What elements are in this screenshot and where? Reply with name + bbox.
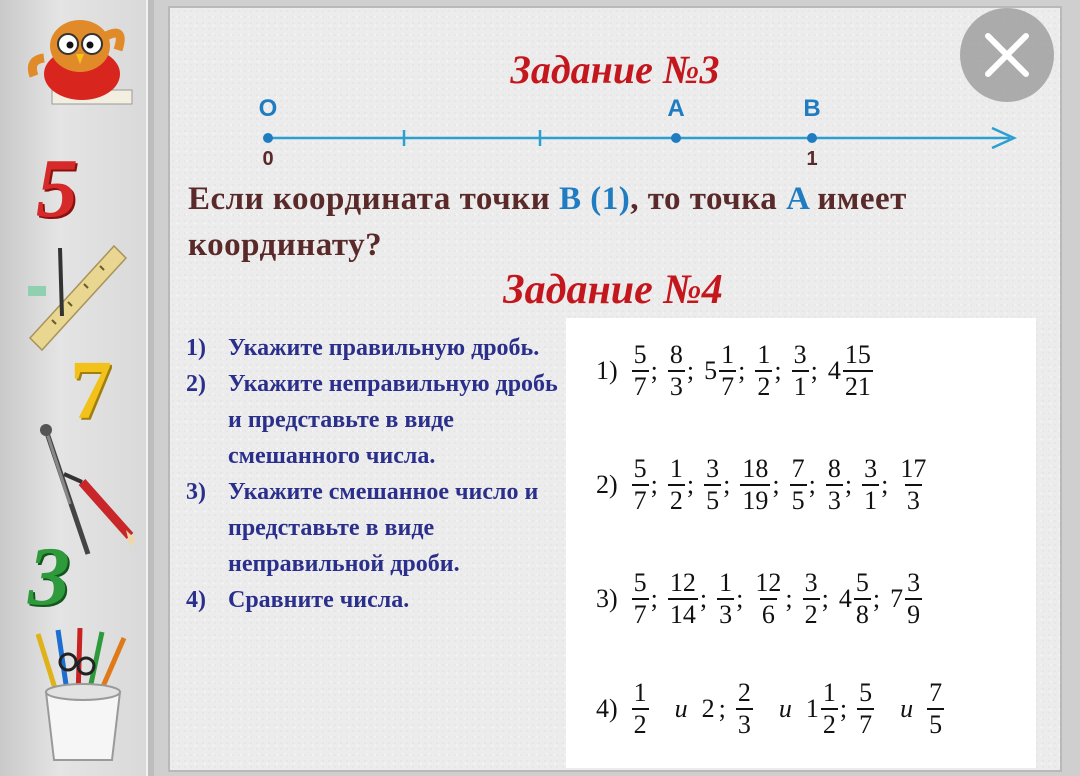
point-a xyxy=(671,133,681,143)
numerator: 1 xyxy=(757,340,771,369)
separator: ; xyxy=(785,584,793,613)
denominator: 3 xyxy=(669,372,683,401)
denominator: 3 xyxy=(906,486,920,515)
task4-list xyxy=(186,330,566,618)
separator: ; xyxy=(723,470,731,499)
number xyxy=(755,340,791,402)
fraction xyxy=(905,568,922,630)
task-text: Укажите неправильную дробь и представьте в виде смешанного числа. xyxy=(228,371,558,469)
label-a: A xyxy=(667,95,685,122)
number xyxy=(826,454,862,516)
number xyxy=(632,568,668,630)
fraction xyxy=(857,678,874,740)
denominator: 7 xyxy=(859,710,873,739)
whole-part: 4 xyxy=(838,584,852,613)
fraction xyxy=(668,454,685,516)
separator: ; xyxy=(774,356,782,385)
task-text: Укажите смешанное число и представьте в виде неправильной дроби. xyxy=(228,479,539,577)
fraction xyxy=(704,454,721,516)
number xyxy=(632,340,668,402)
label-o: O xyxy=(258,95,278,122)
separator: ; xyxy=(738,356,746,385)
denominator: 5 xyxy=(791,486,805,515)
separator: ; xyxy=(650,584,658,613)
numerator: 7 xyxy=(929,678,943,707)
number xyxy=(803,568,839,630)
denominator: 7 xyxy=(633,486,647,515)
separator: ; xyxy=(686,470,695,499)
denominator: 6 xyxy=(761,600,775,629)
number xyxy=(898,454,940,516)
number xyxy=(704,454,740,516)
conjunction: и xyxy=(674,694,688,723)
denominator: 2 xyxy=(669,486,683,515)
digit-7-icon: 7 xyxy=(70,344,112,437)
number xyxy=(839,568,890,630)
fraction xyxy=(843,340,873,402)
denominator: 7 xyxy=(721,372,735,401)
separator: ; xyxy=(844,470,853,499)
task-item xyxy=(186,366,566,474)
point-b xyxy=(807,133,817,143)
fraction xyxy=(755,340,772,402)
number xyxy=(632,454,668,516)
question-text: имеет координату? xyxy=(188,181,907,263)
denominator: 7 xyxy=(633,600,647,629)
number xyxy=(702,694,736,724)
numerator: 1 xyxy=(822,678,836,707)
denominator: 2 xyxy=(757,372,771,401)
point-b-label: B (1) xyxy=(558,181,631,217)
denominator: 9 xyxy=(907,600,921,629)
denominator: 1 xyxy=(864,486,878,515)
numerator: 5 xyxy=(855,568,869,597)
task-item xyxy=(186,582,566,618)
separator: ; xyxy=(808,470,816,499)
row-label: 1) xyxy=(596,356,618,385)
tick-label-0: 0 xyxy=(262,148,274,170)
fraction xyxy=(821,678,838,740)
fraction xyxy=(927,678,944,740)
fraction-row xyxy=(596,340,885,402)
point-a-label: A xyxy=(786,181,809,217)
number xyxy=(927,678,956,740)
numerator: 3 xyxy=(864,454,878,483)
task-number: 1) xyxy=(186,335,206,361)
question-text: , то точка xyxy=(630,181,778,217)
numerator: 8 xyxy=(827,454,841,483)
numerator: 15 xyxy=(844,340,871,369)
denominator: 3 xyxy=(827,486,841,515)
separator: ; xyxy=(650,356,658,385)
task3-title: Задание №3 xyxy=(510,47,720,92)
fraction xyxy=(717,568,734,630)
fraction xyxy=(632,678,649,740)
digit-5-icon: 5 xyxy=(36,142,78,235)
denominator: 19 xyxy=(742,486,769,515)
point-o xyxy=(263,133,273,143)
fraction xyxy=(753,568,783,630)
separator: ; xyxy=(881,470,889,499)
numerator: 3 xyxy=(804,568,818,597)
fraction xyxy=(719,340,736,402)
numerator: 1 xyxy=(721,340,735,369)
whole-part: 4 xyxy=(827,356,841,385)
denominator: 5 xyxy=(706,486,720,515)
denominator: 21 xyxy=(844,372,871,401)
separator: ; xyxy=(872,584,881,613)
number xyxy=(632,678,661,740)
denominator: 14 xyxy=(669,600,696,629)
number xyxy=(806,678,857,740)
numerator: 2 xyxy=(737,678,751,707)
fraction xyxy=(862,454,879,516)
separator: ; xyxy=(699,584,708,613)
number xyxy=(668,340,704,402)
fraction xyxy=(898,454,928,516)
fraction xyxy=(632,568,649,630)
fraction xyxy=(854,568,871,630)
number xyxy=(790,454,826,516)
number xyxy=(668,454,704,516)
separator: ; xyxy=(650,470,658,499)
numerator: 1 xyxy=(669,454,683,483)
fraction xyxy=(668,340,685,402)
close-icon xyxy=(982,30,1032,80)
denominator: 8 xyxy=(855,600,869,629)
whole-part: 7 xyxy=(890,584,904,613)
separator: ; xyxy=(821,584,829,613)
row-label: 3) xyxy=(596,584,618,613)
separator: ; xyxy=(736,584,744,613)
label-b: B xyxy=(803,95,821,122)
fraction-row xyxy=(596,454,940,516)
numerator: 3 xyxy=(793,340,807,369)
separator: ; xyxy=(718,694,726,723)
numerator: 5 xyxy=(633,340,647,369)
denominator: 3 xyxy=(737,710,751,739)
fraction xyxy=(668,568,698,630)
numerator: 12 xyxy=(669,568,696,597)
question-text: Если координата точки xyxy=(188,181,551,217)
number xyxy=(862,454,898,516)
sidebar xyxy=(0,0,154,776)
whole-part: 1 xyxy=(805,694,819,723)
fraction xyxy=(740,454,770,516)
fraction-row xyxy=(596,568,934,630)
ruler-icon xyxy=(22,242,132,354)
number xyxy=(890,568,934,630)
numerator: 5 xyxy=(859,678,873,707)
number xyxy=(717,568,753,630)
task-number: 3) xyxy=(186,479,206,505)
fraction xyxy=(790,454,807,516)
task4-title: Задание №4 xyxy=(503,267,723,313)
fractions-panel xyxy=(566,318,1036,768)
fraction-row xyxy=(596,678,956,740)
numerator: 1 xyxy=(719,568,733,597)
separator: ; xyxy=(810,356,818,385)
denominator: 7 xyxy=(633,372,647,401)
conjunction: и xyxy=(900,694,914,723)
fraction xyxy=(736,678,753,740)
task-item xyxy=(186,330,566,366)
number-line xyxy=(240,90,1030,170)
task-text: Укажите правильную дробь. xyxy=(228,335,540,361)
numerator: 3 xyxy=(706,454,720,483)
close-button[interactable] xyxy=(960,8,1054,102)
number xyxy=(753,568,802,630)
separator: ; xyxy=(686,356,695,385)
pencil-cup-icon xyxy=(28,628,138,768)
numerator: 5 xyxy=(633,454,647,483)
task-number: 4) xyxy=(186,587,206,613)
denominator: 2 xyxy=(822,710,836,739)
owl-icon xyxy=(22,16,140,108)
row-label: 4) xyxy=(596,694,618,723)
fraction xyxy=(826,454,843,516)
task-item xyxy=(186,474,566,582)
numerator: 17 xyxy=(900,454,927,483)
denominator: 2 xyxy=(804,600,818,629)
number xyxy=(736,678,765,740)
denominator: 2 xyxy=(633,710,647,739)
task-text: Сравните числа. xyxy=(228,587,410,613)
numerator: 8 xyxy=(669,340,683,369)
numerator: 7 xyxy=(791,454,805,483)
task-number: 2) xyxy=(186,371,206,397)
numerator: 18 xyxy=(742,454,769,483)
digit-3-icon: 3 xyxy=(28,530,70,623)
numerator: 12 xyxy=(755,568,782,597)
numerator: 5 xyxy=(633,568,647,597)
numerator: 3 xyxy=(907,568,921,597)
conjunction: и xyxy=(778,694,792,723)
number xyxy=(704,340,755,402)
number xyxy=(792,340,828,402)
number xyxy=(740,454,789,516)
fraction xyxy=(792,340,809,402)
denominator: 5 xyxy=(929,710,943,739)
task3-question xyxy=(188,176,1028,268)
number xyxy=(828,340,885,402)
whole-part: 5 xyxy=(704,356,718,385)
numerator: 1 xyxy=(633,678,647,707)
number xyxy=(857,678,886,740)
fraction xyxy=(803,568,820,630)
fraction xyxy=(632,454,649,516)
denominator: 3 xyxy=(719,600,733,629)
row-label: 2) xyxy=(596,470,618,499)
separator: ; xyxy=(772,470,780,499)
separator: ; xyxy=(839,694,848,723)
whole-part: 2 xyxy=(701,694,715,723)
number xyxy=(668,568,717,630)
fraction xyxy=(632,340,649,402)
tick-label-1: 1 xyxy=(806,148,818,170)
denominator: 1 xyxy=(793,372,807,401)
